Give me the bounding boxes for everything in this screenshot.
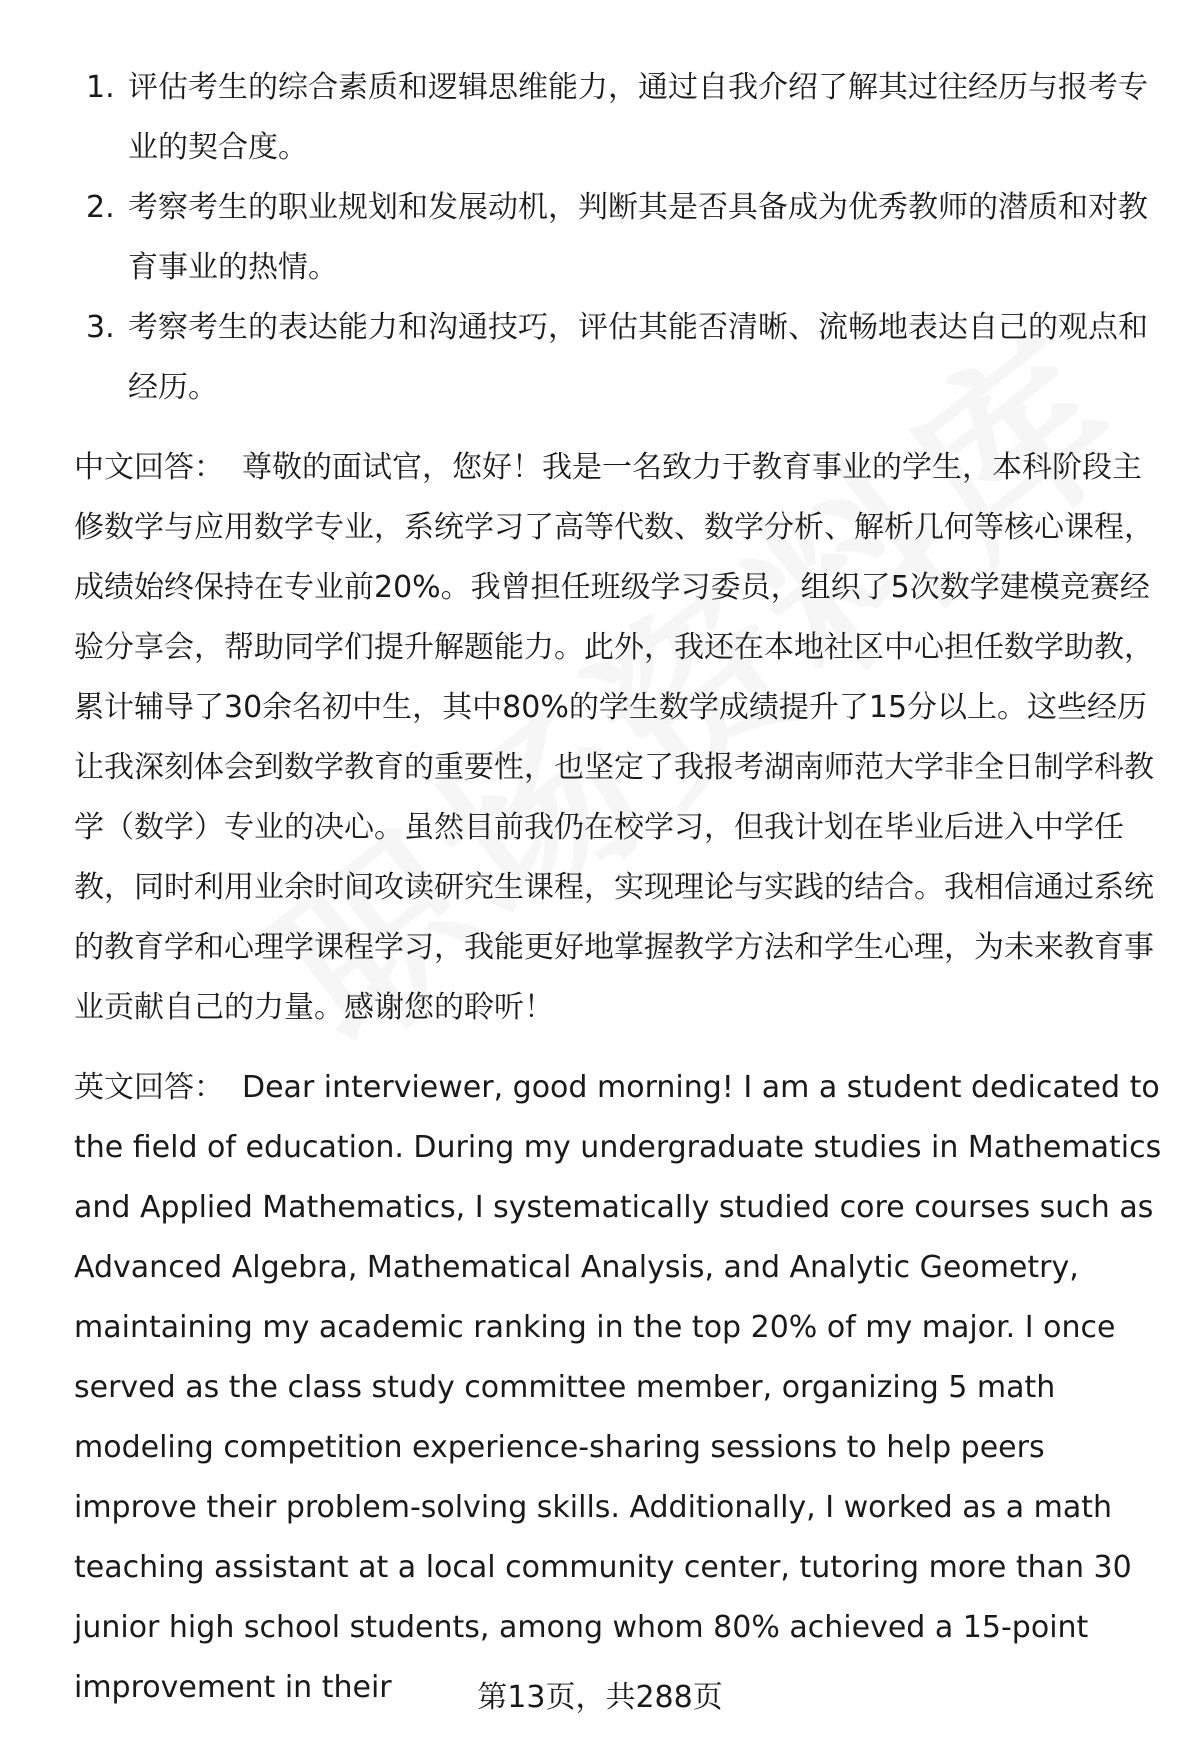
list-item: [74, 58, 1162, 178]
list-item-text: 考察考生的职业规划和发展动机，判断其是否具备成为优秀教师的潜质和对教育事业的热情。: [128, 190, 1148, 285]
list-item: [74, 178, 1162, 298]
chinese-answer: [74, 438, 1162, 1038]
english-answer-label: 英文回答：: [74, 1070, 224, 1105]
criteria-list: [74, 58, 1162, 418]
list-item: [74, 298, 1162, 418]
list-item-text: 考察考生的表达能力和沟通技巧，评估其能否清晰、流畅地表达自己的观点和经历。: [128, 310, 1148, 405]
list-item-text: 评估考生的综合素质和逻辑思维能力，通过自我介绍了解其过往经历与报考专业的契合度。: [128, 70, 1148, 165]
list-item-number: 2.: [86, 190, 115, 225]
page-number: 第13页，共288页: [477, 1680, 723, 1715]
english-answer: [74, 1058, 1162, 1718]
list-item-number: 3.: [86, 310, 115, 345]
chinese-answer-text: 尊敬的面试官，您好！我是一名致力于教育事业的学生，本科阶段主修数学与应用数学专业，系统学习了高等代数、数学分析、解析几何等核心课程，成绩始终保持在专业前20%。我曾担任班级学习委员，组织了5次数学建模竞赛经验分享会，帮助同学们提升解题能力。此外，我还在本地社区中心担任数学助教，累计辅导了30余名初中生，其中80%的学生数学成绩提升了15分以上。这些经历让我深刻体会到数学教育的重要性，也坚定了我报考湖南师范大学非全日制学科教学（数学）专业的决心。虽然目前我仍在校学习，但我计划在毕业后进入中学任教，同时利用业余时间攻读研究生课程，实现理论与实践的结合。我相信通过系统的教育学和心理学课程学习，我能更好地掌握教学方法和学生心理，为未来教育事业贡献自己的力量。感谢您的聆听！: [74, 450, 1154, 1025]
list-item-number: 1.: [86, 70, 115, 105]
english-answer-text: Dear interviewer, good morning! I am a student dedicated to the field of education. During my undergraduate studies in Mathematics and Applied Mathematics, I systematically studied core courses such as Advanced Algebra, Mathematical Analysis, and Analytic Geometry, maintaining my academic ranking in the top 20% of my major. I once served as the class study committee member, organizing 5 math modeling competition experience-sharing sessions to help peers improve their problem-solving skills. Additionally, I worked as a math teaching assistant at a local community center, tutoring more than 30 junior high school students, among whom 80% achieved a 15-point improvement in their: [74, 1070, 1162, 1705]
chinese-answer-label: 中文回答：: [74, 450, 224, 485]
page-content: [74, 58, 1162, 1718]
